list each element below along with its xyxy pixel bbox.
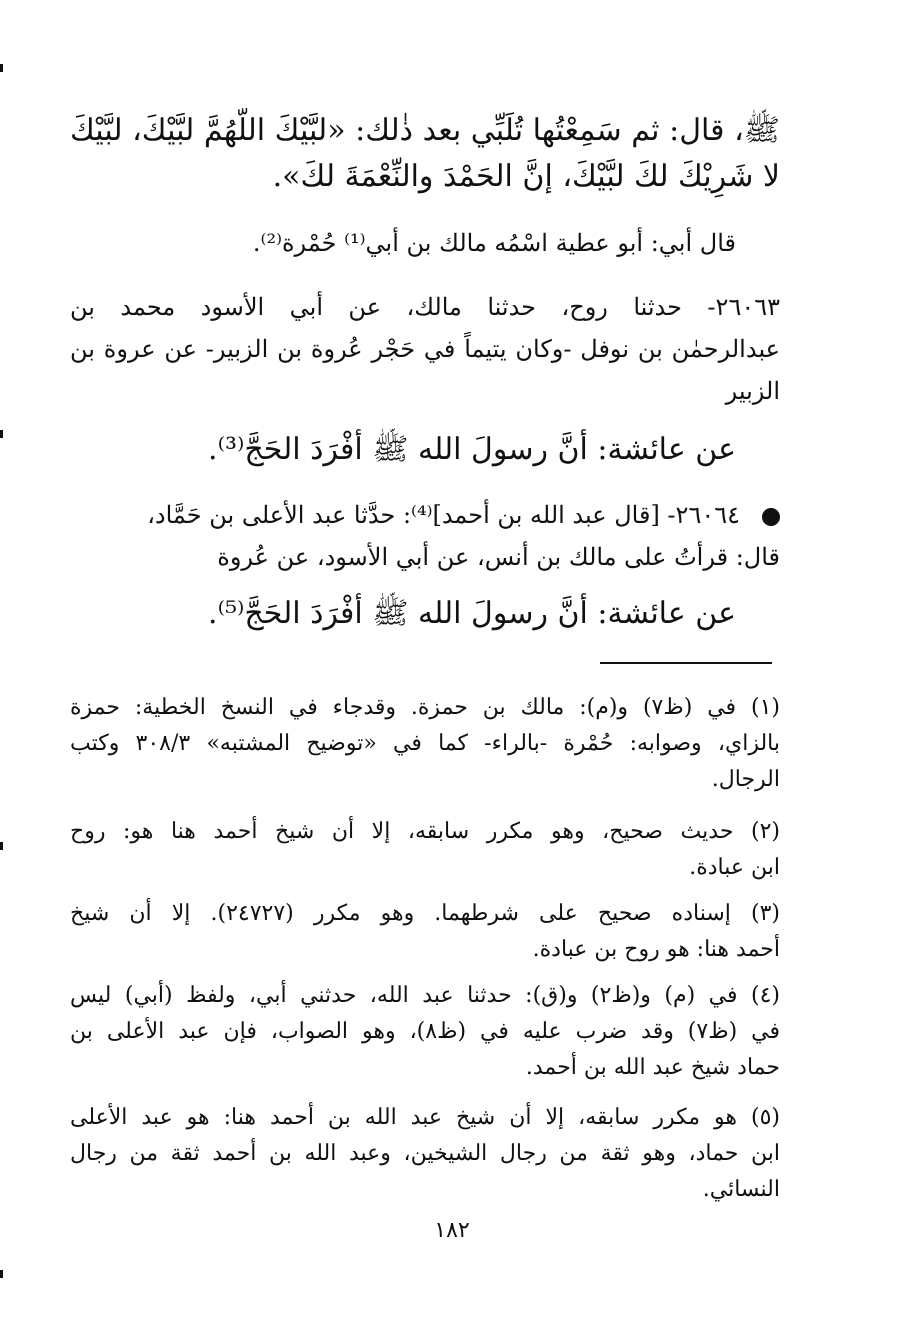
footnote-1-line-2: بالزاي، وصوابه: حُمْرة -بالراء- كما في «توضيح المشتبه» ٣٠٨/٣ وكتب — [70, 731, 780, 756]
footnote-5-line-2: ابن حماد، وهو ثقة من رجال الشيخين، وعبد الله بن أحمد ثقة من رجال — [70, 1141, 780, 1166]
hadith-26064-line-1 — [70, 494, 780, 536]
abi-note-line: قال أبي: أبو عطية اسْمُه مالك بن أبي⁽¹⁾ حُمْرة⁽²⁾. — [252, 229, 736, 257]
footnote-2-line-1: (٢) حديث صحيح، وهو مكرر سابقه، إلا أن شيخ أحمد هنا هو: روح — [70, 819, 780, 844]
footnote-5-line-3: النسائي. — [702, 1177, 780, 1202]
hadith-26064-matn-line: عن عائشة: أنَّ رسولَ الله ﷺ أَفْرَدَ الحَجَّ⁽⁵⁾. — [208, 596, 736, 631]
scan-edge-mark — [0, 430, 3, 438]
hadith-26064-line-1-text: ٢٦٠٦٤- [قال عبد الله بن أحمد]⁽⁴⁾: حدَّثا عبد الأعلى بن حَمَّاد، — [147, 501, 740, 529]
footnote-4-line-2: في (ظ٧) وقد ضرب عليه في (ظ٨)، وهو الصواب، فإن عبد الأعلى بن — [70, 1019, 780, 1044]
scan-edge-mark — [0, 1270, 3, 1278]
intro-line-1: ﷺ، قال: ثم سَمِعْتُها تُلَبِّي بعد ذٰلك: «لبَّيْكَ اللّهُمَّ لبَّيْكَ، لبَّيْكَ — [70, 113, 780, 148]
footnote-3 — [70, 896, 780, 968]
footnote-1-line-1: (١) في (ظ٧) و(م): مالك بن حمزة. وقدجاء في النسخ الخطية: حمزة — [70, 695, 780, 720]
footnote-3-line-2: أحمد هنا: هو روح بن عبادة. — [532, 937, 780, 962]
hadith-26063 — [70, 286, 780, 412]
footnote-3-line-1: (٣) إسناده صحيح على شرطهما. وهو مكرر (٢٤٧٢٧). إلا أن شيخ — [70, 901, 780, 926]
scan-edge-mark — [0, 64, 3, 72]
footnote-2 — [70, 814, 780, 886]
footnote-2-line-2: ابن عبادة. — [689, 855, 780, 880]
intro-line-2: لا شَرِيْكَ لكَ لبَّيْكَ، إنَّ الحَمْدَ والنِّعْمَةَ لكَ». — [272, 159, 780, 194]
footnote-4 — [70, 978, 780, 1086]
hadith-26063-line-1: ٢٦٠٦٣- حدثنا روح، حدثنا مالك، عن أبي الأسود محمد بن — [70, 293, 780, 321]
hadith-26063-line-3: الزبير — [725, 377, 780, 405]
hadith-26063-matn — [70, 428, 780, 472]
footnote-4-line-3: حماد شيخ عبد الله بن أحمد. — [525, 1055, 780, 1080]
footnote-4-line-1: (٤) في (م) و(ظ٢) و(ق): حدثنا عبد الله، حدثني أبي، ولفظ (أبي) ليس — [70, 983, 780, 1008]
hadith-26064 — [70, 494, 780, 578]
bullet-icon — [762, 508, 780, 526]
footnote-1 — [70, 690, 780, 798]
hadith-26063-matn-line: عن عائشة: أنَّ رسولَ الله ﷺ أَفْرَدَ الحَجَّ⁽³⁾. — [208, 432, 736, 467]
footnote-5-line-1: (٥) هو مكرر سابقه، إلا أن شيخ عبد الله بن أحمد هنا: هو عبد الأعلى — [70, 1105, 780, 1130]
scan-edge-mark — [0, 842, 3, 850]
hadith-26064-matn — [70, 592, 780, 636]
footnote-5 — [70, 1100, 780, 1208]
hadith-26064-line-2: قال: قرأتُ على مالك بن أنس، عن أبي الأسود، عن عُروة — [217, 543, 780, 571]
abi-note — [70, 222, 780, 264]
footnote-1-line-3: الرجال. — [711, 767, 780, 792]
hadith-26063-line-2: عبدالرحمٰن بن نوفل -وكان يتيماً في حَجْر عُروة بن الزبير- عن عروة بن — [70, 335, 780, 363]
footnote-separator — [600, 662, 772, 664]
intro-paragraph — [70, 108, 780, 200]
page-number: ١٨٢ — [434, 1218, 470, 1243]
